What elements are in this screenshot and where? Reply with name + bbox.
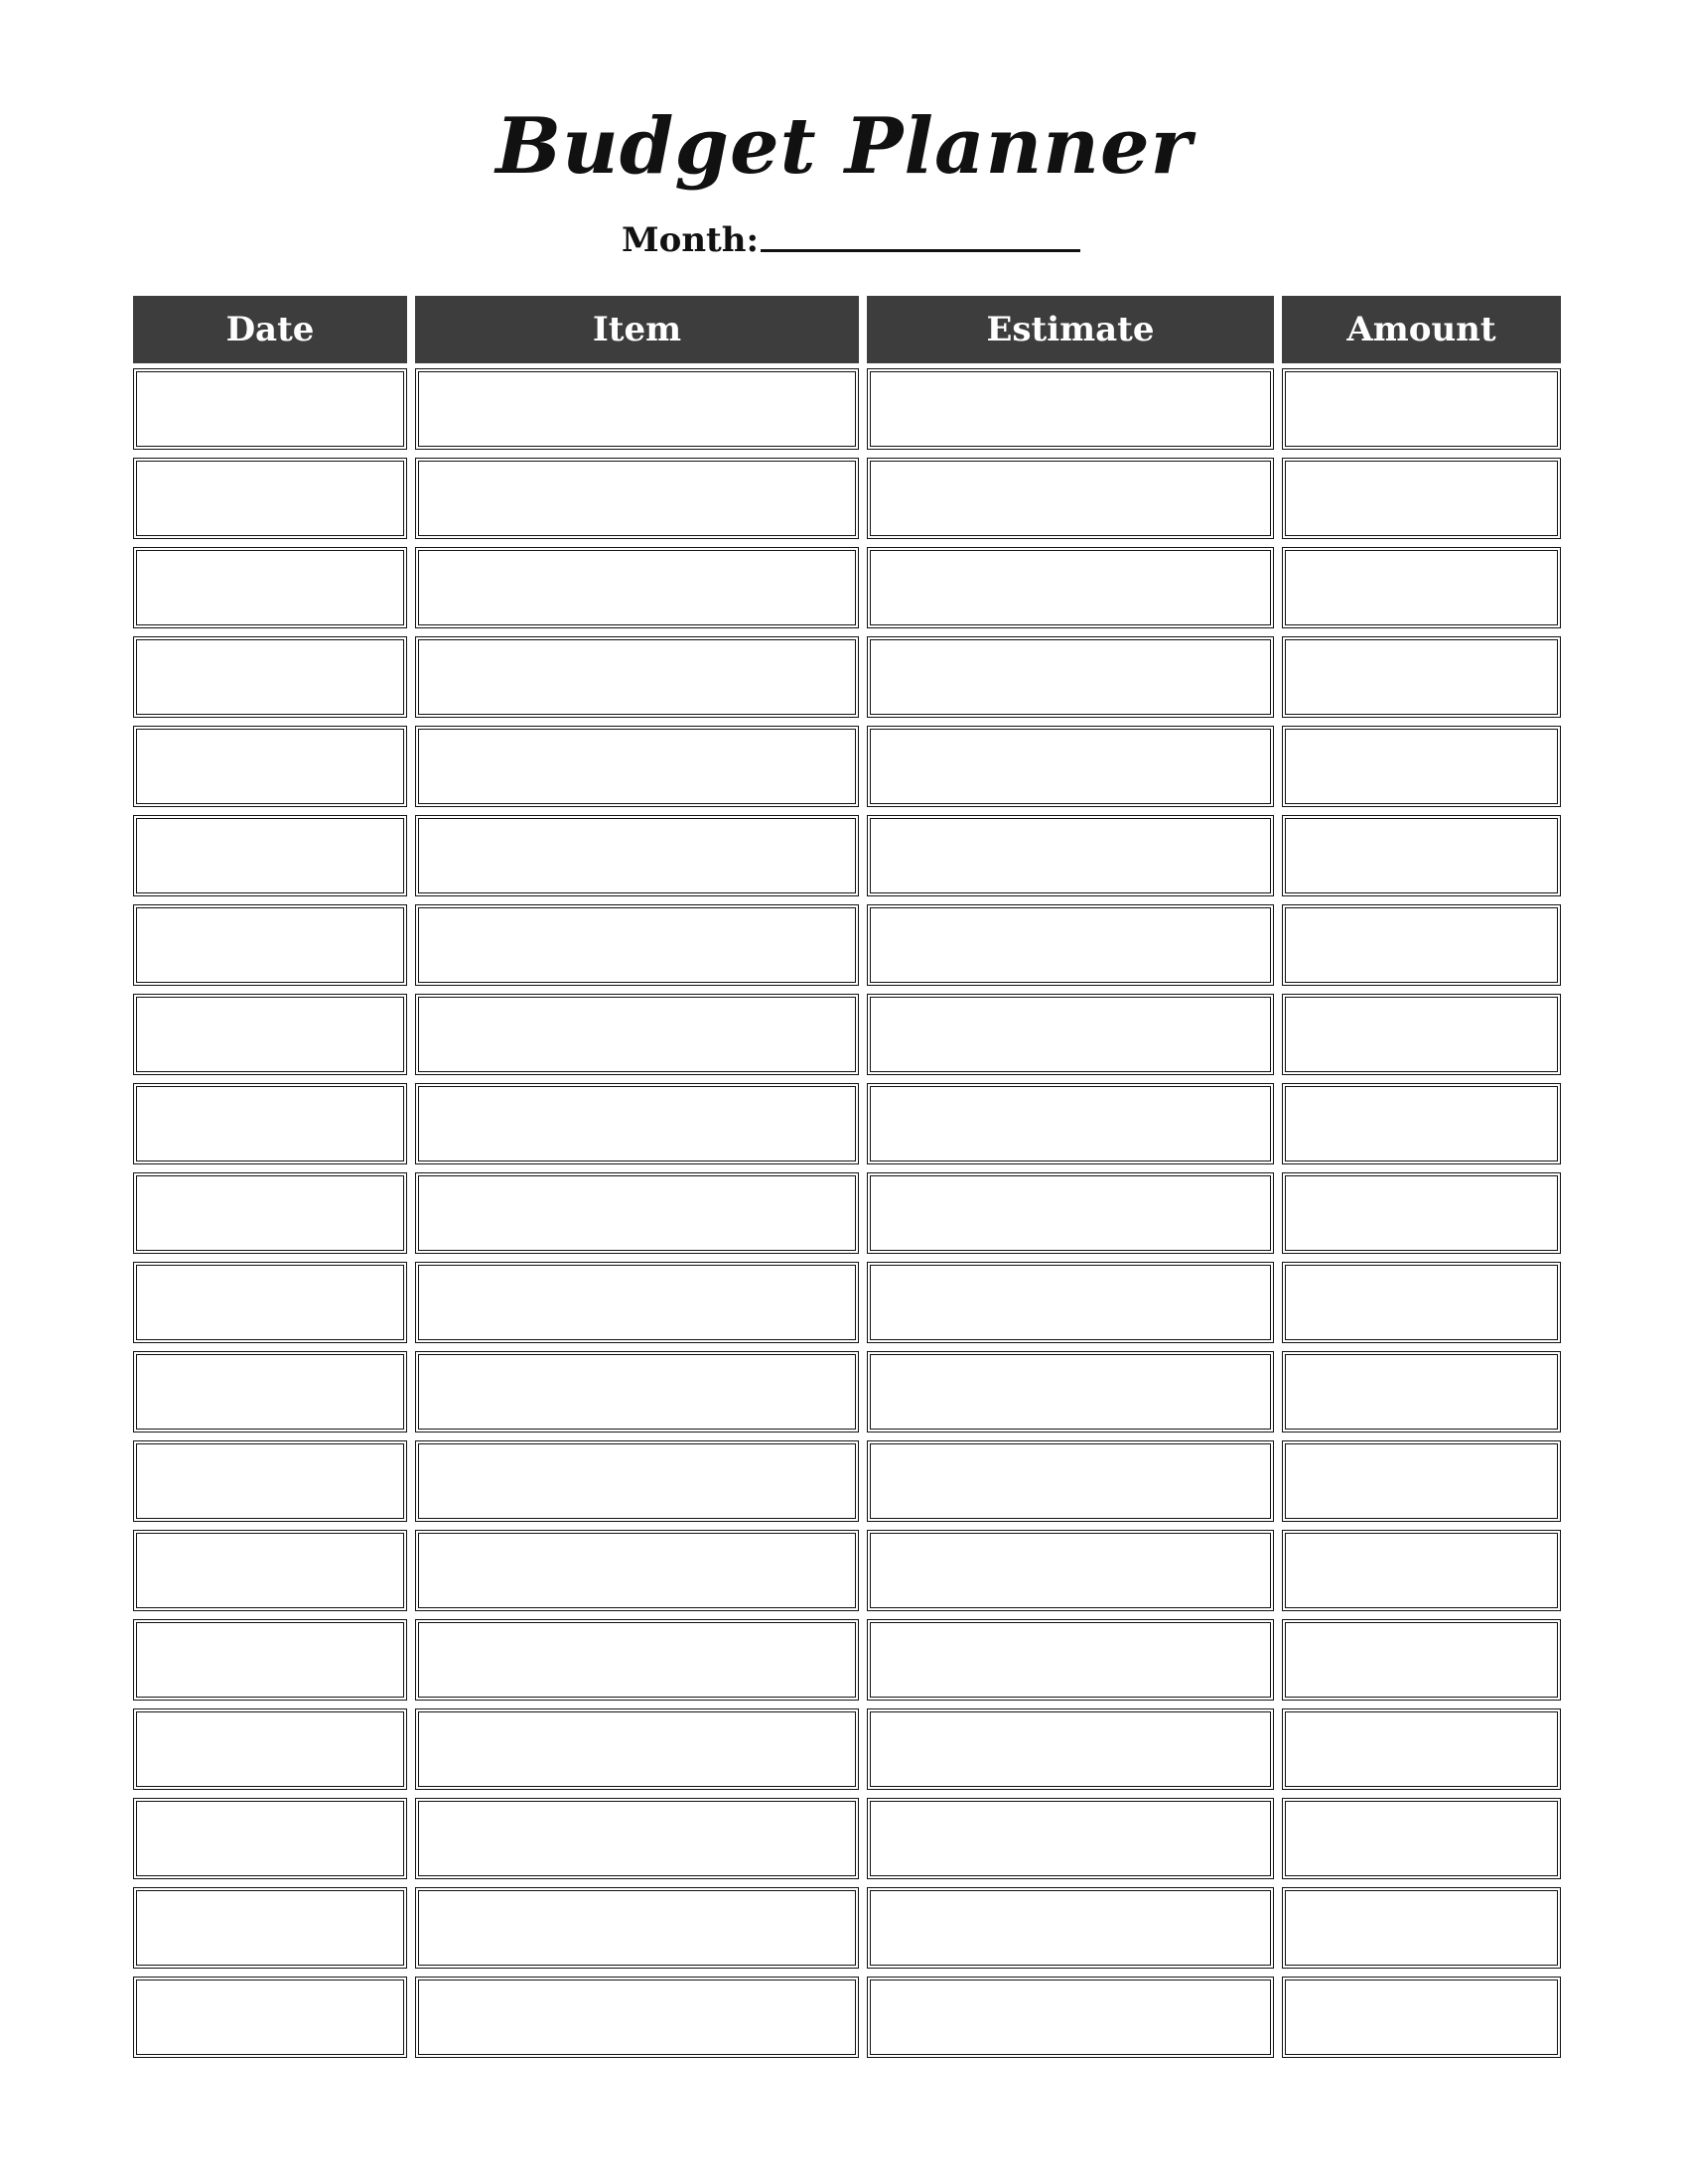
cell-date[interactable] <box>133 1530 407 1611</box>
cell-amount[interactable] <box>1282 547 1561 628</box>
cell-date[interactable] <box>133 815 407 896</box>
cell-amount[interactable] <box>1282 1440 1561 1522</box>
cell-estimate[interactable] <box>867 1440 1274 1522</box>
cell-date[interactable] <box>133 1798 407 1879</box>
cell-amount[interactable] <box>1282 458 1561 539</box>
cell-estimate[interactable] <box>867 1530 1274 1611</box>
column-header-item: Item <box>415 296 859 363</box>
cell-estimate[interactable] <box>867 458 1274 539</box>
page-title: Budget Planner <box>495 101 1193 192</box>
cell-estimate[interactable] <box>867 994 1274 1075</box>
cell-amount[interactable] <box>1282 815 1561 896</box>
cell-amount[interactable] <box>1282 1262 1561 1343</box>
cell-amount[interactable] <box>1282 1083 1561 1164</box>
cell-estimate[interactable] <box>867 726 1274 807</box>
cell-date[interactable] <box>133 1262 407 1343</box>
cell-date[interactable] <box>133 1619 407 1701</box>
column-header-date: Date <box>133 296 407 363</box>
cell-item[interactable] <box>415 1440 859 1522</box>
cell-item[interactable] <box>415 1172 859 1254</box>
month-field <box>622 212 1080 262</box>
cell-item[interactable] <box>415 1619 859 1701</box>
month-input-line[interactable] <box>761 249 1080 252</box>
cell-item[interactable] <box>415 1262 859 1343</box>
cell-item[interactable] <box>415 994 859 1075</box>
cell-amount[interactable] <box>1282 1530 1561 1611</box>
cell-amount[interactable] <box>1282 726 1561 807</box>
cell-amount[interactable] <box>1282 904 1561 986</box>
cell-estimate[interactable] <box>867 1083 1274 1164</box>
cell-estimate[interactable] <box>867 1262 1274 1343</box>
cell-estimate[interactable] <box>867 904 1274 986</box>
cell-estimate[interactable] <box>867 1708 1274 1790</box>
cell-item[interactable] <box>415 904 859 986</box>
cell-amount[interactable] <box>1282 994 1561 1075</box>
cell-item[interactable] <box>415 368 859 450</box>
cell-amount[interactable] <box>1282 1172 1561 1254</box>
cell-estimate[interactable] <box>867 1798 1274 1879</box>
cell-item[interactable] <box>415 1083 859 1164</box>
cell-estimate[interactable] <box>867 636 1274 718</box>
cell-item[interactable] <box>415 726 859 807</box>
cell-item[interactable] <box>415 458 859 539</box>
cell-item[interactable] <box>415 1798 859 1879</box>
cell-estimate[interactable] <box>867 547 1274 628</box>
cell-estimate[interactable] <box>867 1619 1274 1701</box>
cell-amount[interactable] <box>1282 1798 1561 1879</box>
cell-amount[interactable] <box>1282 1708 1561 1790</box>
cell-date[interactable] <box>133 726 407 807</box>
cell-item[interactable] <box>415 636 859 718</box>
cell-date[interactable] <box>133 458 407 539</box>
cell-date[interactable] <box>133 368 407 450</box>
cell-estimate[interactable] <box>867 815 1274 896</box>
cell-item[interactable] <box>415 815 859 896</box>
cell-estimate[interactable] <box>867 1351 1274 1433</box>
cell-item[interactable] <box>415 1530 859 1611</box>
cell-item[interactable] <box>415 1977 859 2058</box>
cell-estimate[interactable] <box>867 1172 1274 1254</box>
cell-amount[interactable] <box>1282 1351 1561 1433</box>
cell-item[interactable] <box>415 1887 859 1969</box>
cell-date[interactable] <box>133 1351 407 1433</box>
cell-date[interactable] <box>133 994 407 1075</box>
cell-estimate[interactable] <box>867 368 1274 450</box>
cell-amount[interactable] <box>1282 1977 1561 2058</box>
cell-amount[interactable] <box>1282 1619 1561 1701</box>
cell-amount[interactable] <box>1282 1887 1561 1969</box>
cell-estimate[interactable] <box>867 1977 1274 2058</box>
cell-date[interactable] <box>133 1083 407 1164</box>
cell-date[interactable] <box>133 636 407 718</box>
cell-estimate[interactable] <box>867 1887 1274 1969</box>
cell-item[interactable] <box>415 1708 859 1790</box>
cell-date[interactable] <box>133 1708 407 1790</box>
cell-amount[interactable] <box>1282 368 1561 450</box>
cell-date[interactable] <box>133 904 407 986</box>
cell-date[interactable] <box>133 1440 407 1522</box>
month-label: Month: <box>622 220 760 260</box>
cell-item[interactable] <box>415 1351 859 1433</box>
column-header-amount: Amount <box>1282 296 1561 363</box>
cell-date[interactable] <box>133 547 407 628</box>
cell-date[interactable] <box>133 1977 407 2058</box>
cell-date[interactable] <box>133 1172 407 1254</box>
cell-date[interactable] <box>133 1887 407 1969</box>
column-header-estimate: Estimate <box>867 296 1274 363</box>
cell-amount[interactable] <box>1282 636 1561 718</box>
cell-item[interactable] <box>415 547 859 628</box>
